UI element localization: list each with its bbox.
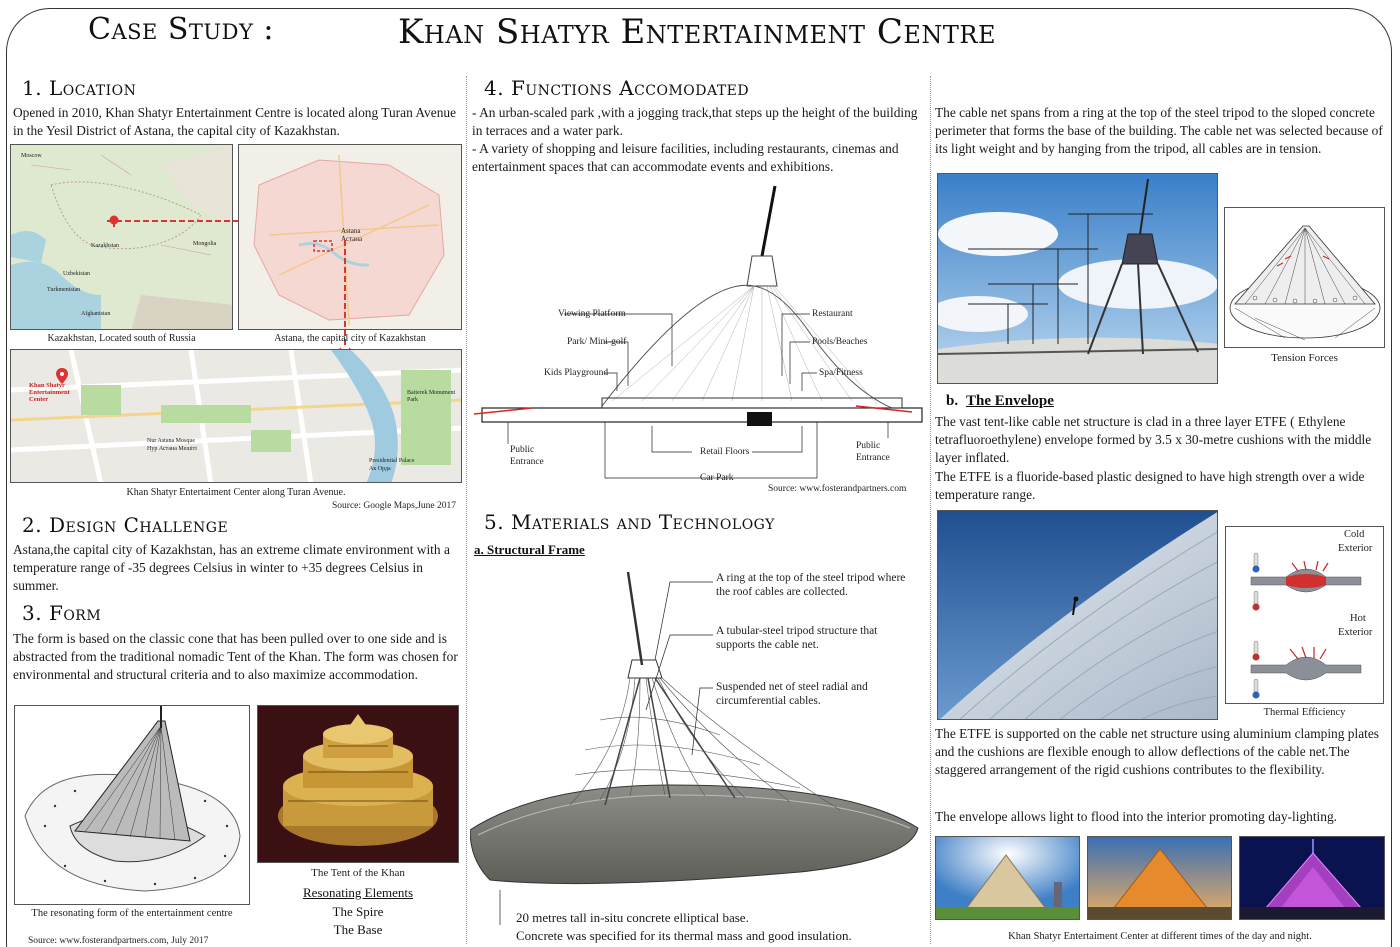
thermal-caption: Thermal Efficiency	[1263, 707, 1346, 718]
label-car-park: Car Park	[700, 473, 734, 483]
form-model-caption: The resonating form of the entertainment centre	[31, 908, 233, 919]
design-challenge-heading: 2. Design Challenge	[22, 513, 229, 537]
materials-heading: 5. Materials and Technology	[484, 510, 775, 534]
label-spa-fitness: Spa/Fitness	[819, 368, 863, 378]
column-divider-1	[466, 76, 467, 944]
location-heading: 1. Location	[22, 76, 137, 100]
structural-frame-subheading: a. Structural Frame	[474, 542, 585, 557]
section-drawing	[472, 176, 928, 498]
hot-label-2: Exterior	[1338, 627, 1373, 638]
label-park-minigolf: Park/ Mini-golf	[567, 337, 627, 347]
map-kazakhstan	[10, 144, 233, 330]
form-source: Source: www.fosterandpartners.com, July 2017	[28, 936, 209, 946]
structural-frame-drawing	[470, 560, 926, 945]
construction-photo	[937, 173, 1218, 384]
cable-net-text: The cable net spans from a ring at the top of the steel tripod to the sloped concrete perimeter that forms the base of the building. The cable net was selected because of its light weight and by hanging from the tripod, all cables are in tension.	[935, 105, 1383, 156]
cold-label-1: Cold	[1344, 529, 1365, 540]
label-kids-playground: Kids Playground	[544, 368, 609, 378]
functions-source: Source: www.fosterandpartners.com	[768, 484, 907, 494]
label-public-entrance-left: Public Entrance	[510, 445, 544, 467]
envelope-text-2: The ETFE is a fluoride-based plastic designed to have high strength over a wide temperature range.	[935, 469, 1365, 502]
tension-forces-caption: Tension Forces	[1271, 352, 1338, 364]
map-label-mosque: Nur Astana Mosque	[147, 438, 195, 444]
map-label-astana-ru: Астана	[341, 235, 363, 243]
map-label-uzbekistan: Uzbekistan	[63, 271, 90, 277]
envelope-text-4: The envelope allows light to flood into the interior promoting day-lighting.	[935, 809, 1338, 824]
location-source: Source: Google Maps,June 2017	[332, 501, 457, 511]
map-label-park: Baiterek Monument Park	[407, 390, 456, 403]
cold-label-2: Exterior	[1338, 543, 1373, 554]
resonating-elements-heading: Resonating Elements	[302, 885, 414, 900]
envelope-text-1: The vast tent-like cable net structure is clad in a three layer ETFE ( Ethylene tetrafluoroethylene) envelope formed by 3.5 x 30-metre cushions with the middle layer inflated.	[935, 414, 1372, 465]
annotation-tripod: A tubular-steel tripod structure that supports the cable net.	[716, 625, 878, 651]
label-retail-floors: Retail Floors	[700, 447, 750, 457]
envelope-text-3: The ETFE is supported on the cable net structure using aluminium clamping plates and the cushions are flexible enough to allow deflections of the cable net.The staggered arrangement of the rigid cushions contributes to the flexibility.	[935, 726, 1380, 777]
poster-title: Khan Shatyr Entertainment Centre	[398, 12, 996, 52]
annotation-cable-net: Suspended net of steel radial and circumferential cables.	[716, 681, 868, 707]
map-turan-avenue	[10, 349, 462, 483]
map2-caption: Astana, the capital city of Kazakhstan	[274, 333, 426, 344]
map-label-turkmenistan: Turkmenistan	[47, 287, 81, 293]
functions-bullet-1: - An urban-scaled park ,with a jogging track,that steps up the height of the building in terraces and a water park.	[472, 105, 918, 138]
map1-caption: Kazakhstan, Located south of Russia	[47, 333, 196, 344]
photos-caption: Khan Shatyr Entertaiment Center at different times of the day and night.	[1008, 931, 1312, 942]
envelope-heading: The Envelope	[966, 393, 1054, 409]
case-study-label: Case Study :	[88, 12, 274, 47]
functions-heading: 4. Functions Accomodated	[484, 76, 750, 100]
annotation-ring: A ring at the top of the steel tripod where the roof cables are collected.	[716, 572, 906, 598]
map-label-afghanistan: Afghanistan	[81, 311, 111, 317]
element-base: The Base	[333, 922, 383, 937]
thermal-efficiency-diagram	[1225, 526, 1384, 704]
functions-bullet-2: - A variety of shopping and leisure facilities, including restaurants, cinemas and entertainment spaces that can accommodate events and exhibitions.	[472, 141, 899, 174]
form-text: The form is based on the classic cone that has been pulled over to one side and is abstracted from the traditional nomadic Tent of the Khan. The form was chosen for environmental and structural criteria and to also maximize accommodation.	[13, 631, 458, 682]
map3-caption: Khan Shatyr Entertaiment Center along Turan Avenue.	[126, 487, 346, 498]
label-pools-beaches: Pools/Beaches	[812, 337, 868, 347]
annotation-base-line2: Concrete was specified for its thermal mass and good insulation.	[516, 928, 852, 943]
label-restaurant: Restaurant	[812, 309, 853, 319]
map-label-mongolia: Mongolia	[193, 241, 217, 247]
form-model-image	[14, 705, 250, 905]
design-challenge-text: Astana,the capital city of Kazakhstan, has an extreme climate environment with a temperature range of -35 degrees Celsius in winter to +35 degrees Celsius in summer.	[13, 542, 450, 593]
map-label-khan-shatyr: Khan Shatyr Entertainment Center	[29, 382, 70, 403]
map-label-palace-ru: Ак Орда	[369, 466, 391, 472]
etfe-surface-photo	[937, 510, 1218, 720]
map-label-moscow: Moscow	[21, 153, 42, 159]
map-arrow-1	[107, 213, 257, 233]
envelope-letter: b.	[946, 393, 959, 409]
hot-label-1: Hot	[1350, 613, 1366, 624]
tent-of-khan-image	[257, 705, 459, 863]
label-viewing-platform: Viewing Platform	[558, 309, 626, 319]
map-label-palace: Presidential Palace	[369, 458, 415, 464]
photo-day	[935, 836, 1080, 920]
photo-night	[1239, 836, 1385, 920]
tension-forces-diagram	[1224, 207, 1385, 348]
tent-of-khan-caption: The Tent of the Khan	[311, 867, 405, 879]
map-label-mosque-ru: Нур Астана Мешіті	[147, 446, 197, 452]
map-label-kazakhstan: Kazakhstan	[91, 243, 119, 249]
element-spire: The Spire	[332, 904, 384, 919]
annotation-base-line1: 20 metres tall in-situ concrete elliptical base.	[516, 910, 749, 925]
photo-sunset	[1087, 836, 1232, 920]
label-public-entrance-right: Public Entrance	[856, 441, 890, 463]
column-divider-2	[930, 76, 931, 944]
location-text: Opened in 2010, Khan Shatyr Entertainment Centre is located along Turan Avenue in the Yesil District of Astana, the capital city of Kazakhstan.	[13, 105, 457, 138]
map-label-astana: Astana	[341, 227, 361, 235]
form-heading: 3. Form	[22, 601, 102, 625]
